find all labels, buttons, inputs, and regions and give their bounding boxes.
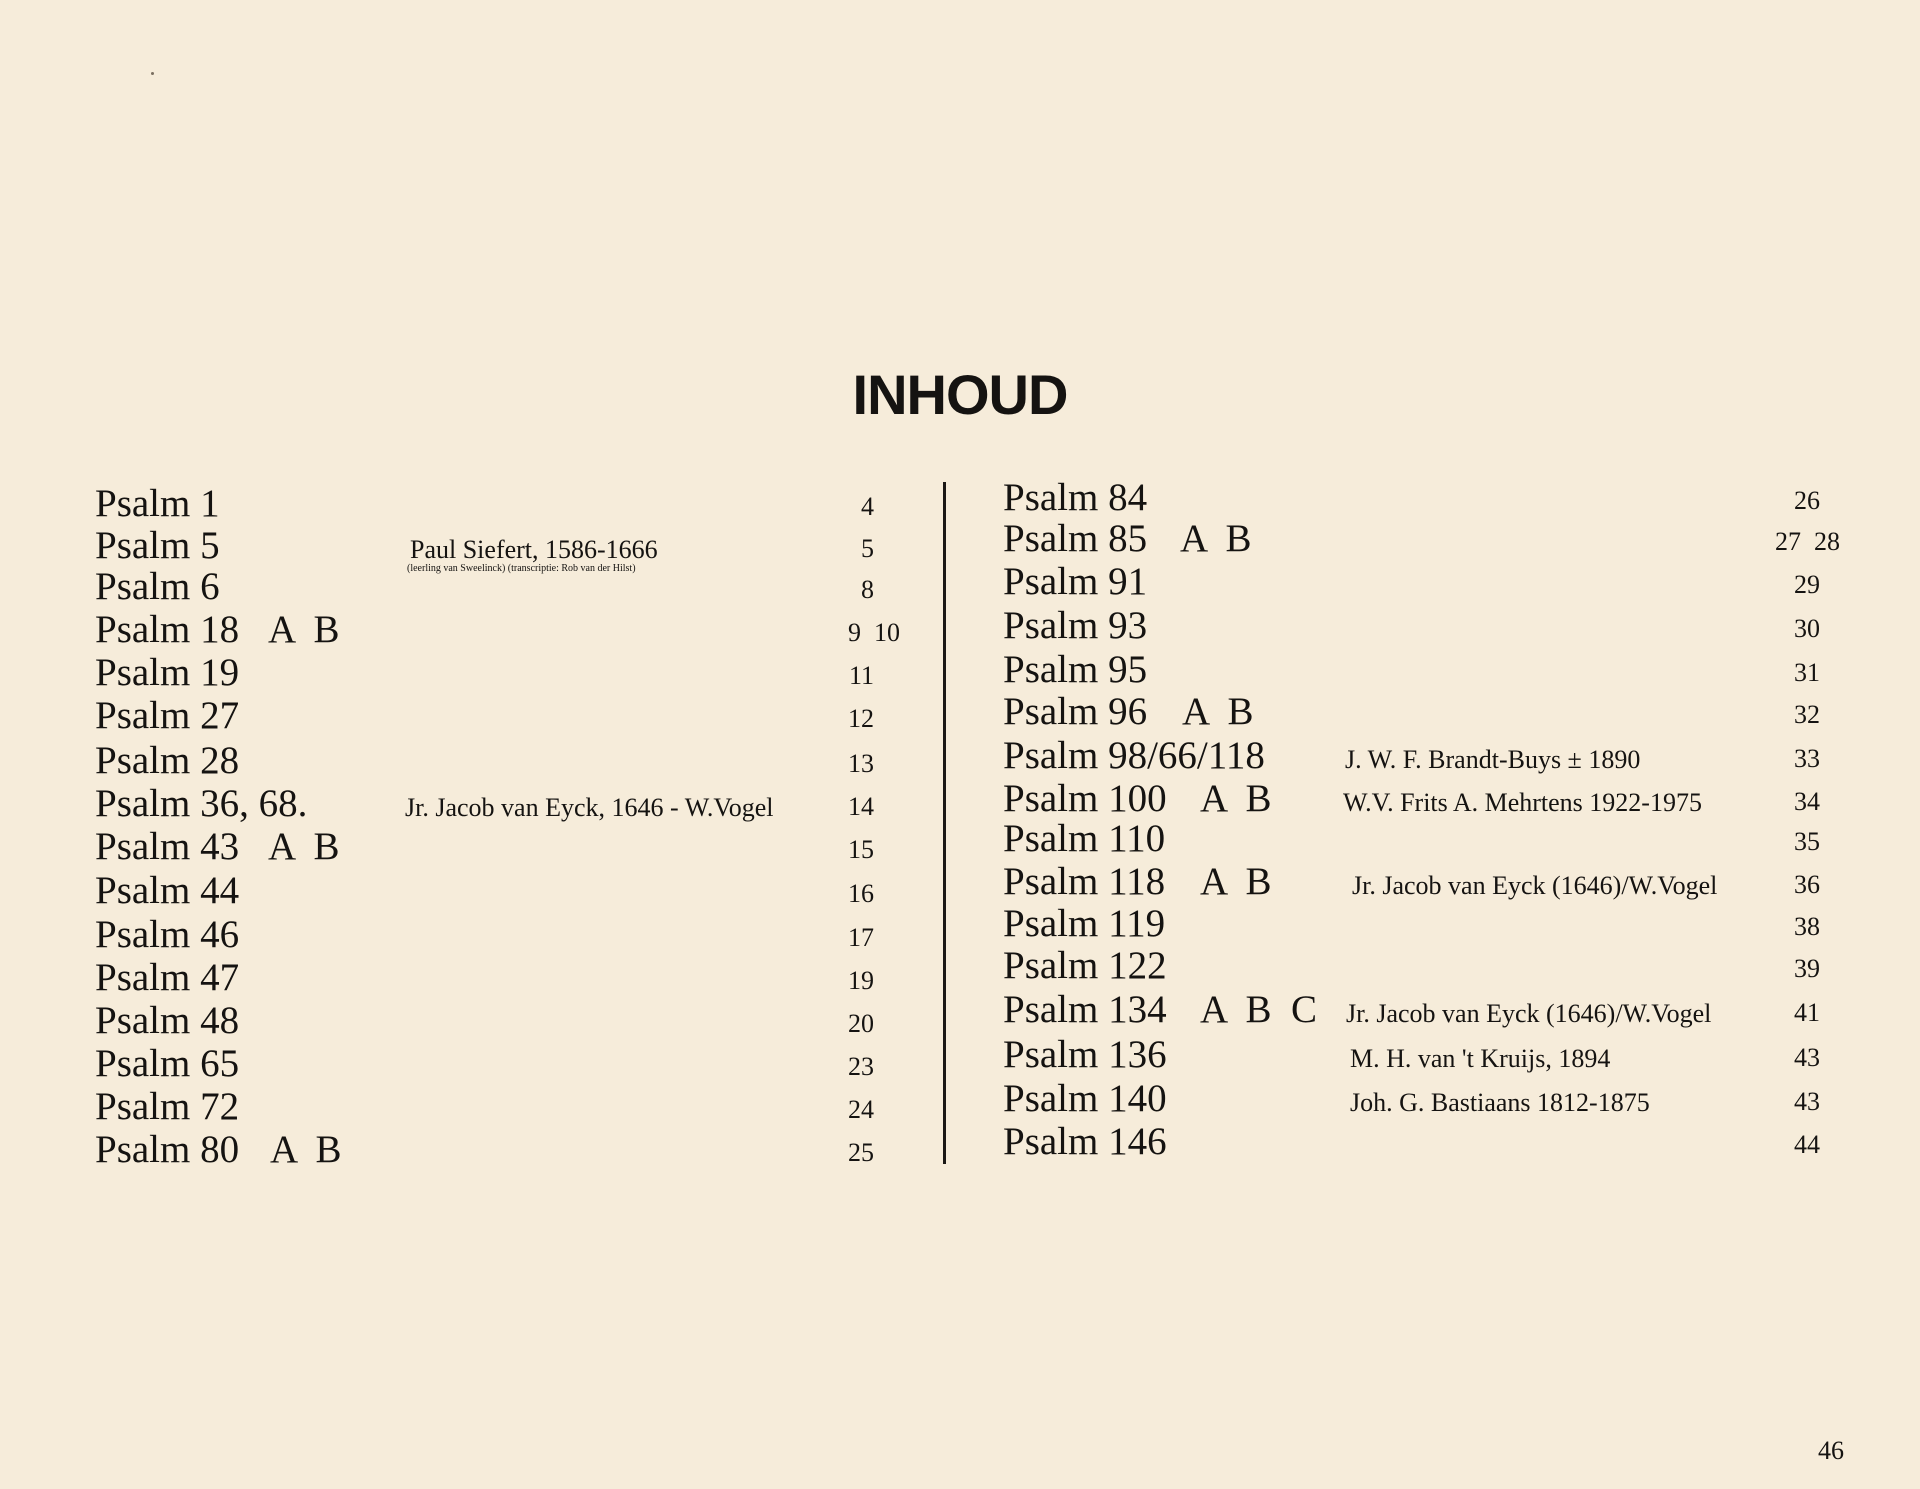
page-reference: 39 — [1794, 954, 1820, 983]
psalm-title: Psalm 96 — [1003, 690, 1148, 733]
psalm-variants: A B — [268, 825, 340, 868]
page-reference: 31 — [1794, 658, 1820, 687]
composer-credit: J. W. F. Brandt-Buys ± 1890 — [1345, 745, 1641, 774]
page-reference: 17 — [848, 923, 874, 952]
psalm-title: Psalm 43 — [95, 825, 240, 868]
psalm-title: Psalm 100 — [1003, 777, 1167, 820]
psalm-title: Psalm 72 — [95, 1085, 240, 1128]
psalm-title: Psalm 122 — [1003, 944, 1167, 987]
psalm-title: Psalm 146 — [1003, 1120, 1167, 1163]
psalm-title: Psalm 1 — [95, 482, 220, 525]
psalm-title: Psalm 95 — [1003, 648, 1148, 691]
page-reference: 27 28 — [1775, 527, 1840, 556]
page-reference: 30 — [1794, 614, 1820, 643]
psalm-title: Psalm 91 — [1003, 560, 1148, 603]
psalm-title: Psalm 93 — [1003, 604, 1148, 647]
page-reference: 16 — [848, 879, 874, 908]
page-reference: 25 — [848, 1138, 874, 1167]
column-divider — [943, 482, 946, 1164]
composer-credit: Jr. Jacob van Eyck, 1646 - W.Vogel — [405, 793, 774, 822]
psalm-title: Psalm 6 — [95, 565, 220, 608]
page-reference: 23 — [848, 1052, 874, 1081]
psalm-title: Psalm 27 — [95, 694, 240, 737]
page-reference: 11 — [849, 661, 875, 690]
page-reference: 43 — [1794, 1043, 1820, 1072]
psalm-title: Psalm 98/66/118 — [1003, 734, 1265, 777]
page-reference: 15 — [848, 835, 874, 864]
page-reference: 29 — [1794, 570, 1820, 599]
psalm-title: Psalm 5 — [95, 524, 220, 567]
page-reference: 38 — [1794, 912, 1820, 941]
psalm-variants: A B — [1182, 690, 1254, 733]
page-number: 46 — [1818, 1436, 1844, 1465]
psalm-title: Psalm 85 — [1003, 517, 1148, 560]
page-reference: 9 10 — [848, 618, 900, 647]
composer-credit: Paul Siefert, 1586-1666 — [410, 535, 658, 564]
psalm-title: Psalm 140 — [1003, 1077, 1167, 1120]
psalm-title: Psalm 44 — [95, 869, 240, 912]
page-reference: 32 — [1794, 700, 1820, 729]
page-reference: 8 — [861, 575, 874, 604]
page-reference: 14 — [848, 792, 874, 821]
psalm-variants: A B — [270, 1128, 342, 1171]
psalm-variants: A B — [268, 608, 340, 651]
credit-note: (leerling van Sweelinck) (transcriptie: Rob van der Hilst) — [407, 563, 636, 574]
psalm-variants: A B — [1200, 860, 1272, 903]
page-reference: 13 — [848, 749, 874, 778]
psalm-title: Psalm 118 — [1003, 860, 1166, 903]
page-reference: 33 — [1794, 744, 1820, 773]
psalm-title: Psalm 36, 68. — [95, 782, 308, 825]
composer-credit: Jr. Jacob van Eyck (1646)/W.Vogel — [1352, 871, 1718, 900]
psalm-title: Psalm 134 — [1003, 988, 1167, 1031]
psalm-title: Psalm 48 — [95, 999, 240, 1042]
psalm-title: Psalm 84 — [1003, 476, 1148, 519]
page-reference: 5 — [861, 534, 874, 563]
psalm-title: Psalm 136 — [1003, 1033, 1167, 1076]
psalm-title: Psalm 46 — [95, 913, 240, 956]
psalm-title: Psalm 65 — [95, 1042, 240, 1085]
psalm-title: Psalm 80 — [95, 1128, 240, 1171]
page-reference: 34 — [1794, 787, 1820, 816]
psalm-title: Psalm 119 — [1003, 902, 1166, 945]
page-reference: 44 — [1794, 1130, 1820, 1159]
paper-speck — [151, 72, 154, 75]
composer-credit: Joh. G. Bastiaans 1812-1875 — [1350, 1088, 1650, 1117]
psalm-title: Psalm 110 — [1003, 817, 1166, 860]
page-reference: 24 — [848, 1095, 874, 1124]
psalm-variants: A B — [1180, 517, 1252, 560]
composer-credit: W.V. Frits A. Mehrtens 1922-1975 — [1343, 788, 1702, 817]
page-title: INHOUD — [852, 363, 1068, 426]
psalm-variants: A B — [1200, 777, 1272, 820]
page-reference: 35 — [1794, 827, 1820, 856]
psalm-title: Psalm 28 — [95, 739, 240, 782]
page-reference: 20 — [848, 1009, 874, 1038]
page-reference: 36 — [1794, 870, 1820, 899]
page-reference: 4 — [861, 492, 874, 521]
page-reference: 19 — [848, 966, 874, 995]
page-reference: 41 — [1794, 998, 1820, 1027]
psalm-title: Psalm 47 — [95, 956, 240, 999]
composer-credit: Jr. Jacob van Eyck (1646)/W.Vogel — [1346, 999, 1712, 1028]
psalm-title: Psalm 18 — [95, 608, 240, 651]
psalm-variants: A B C — [1200, 988, 1318, 1031]
page-reference: 12 — [848, 704, 874, 733]
page-reference: 43 — [1794, 1087, 1820, 1116]
composer-credit: M. H. van 't Kruijs, 1894 — [1350, 1044, 1611, 1073]
psalm-title: Psalm 19 — [95, 651, 240, 694]
page-reference: 26 — [1794, 486, 1820, 515]
